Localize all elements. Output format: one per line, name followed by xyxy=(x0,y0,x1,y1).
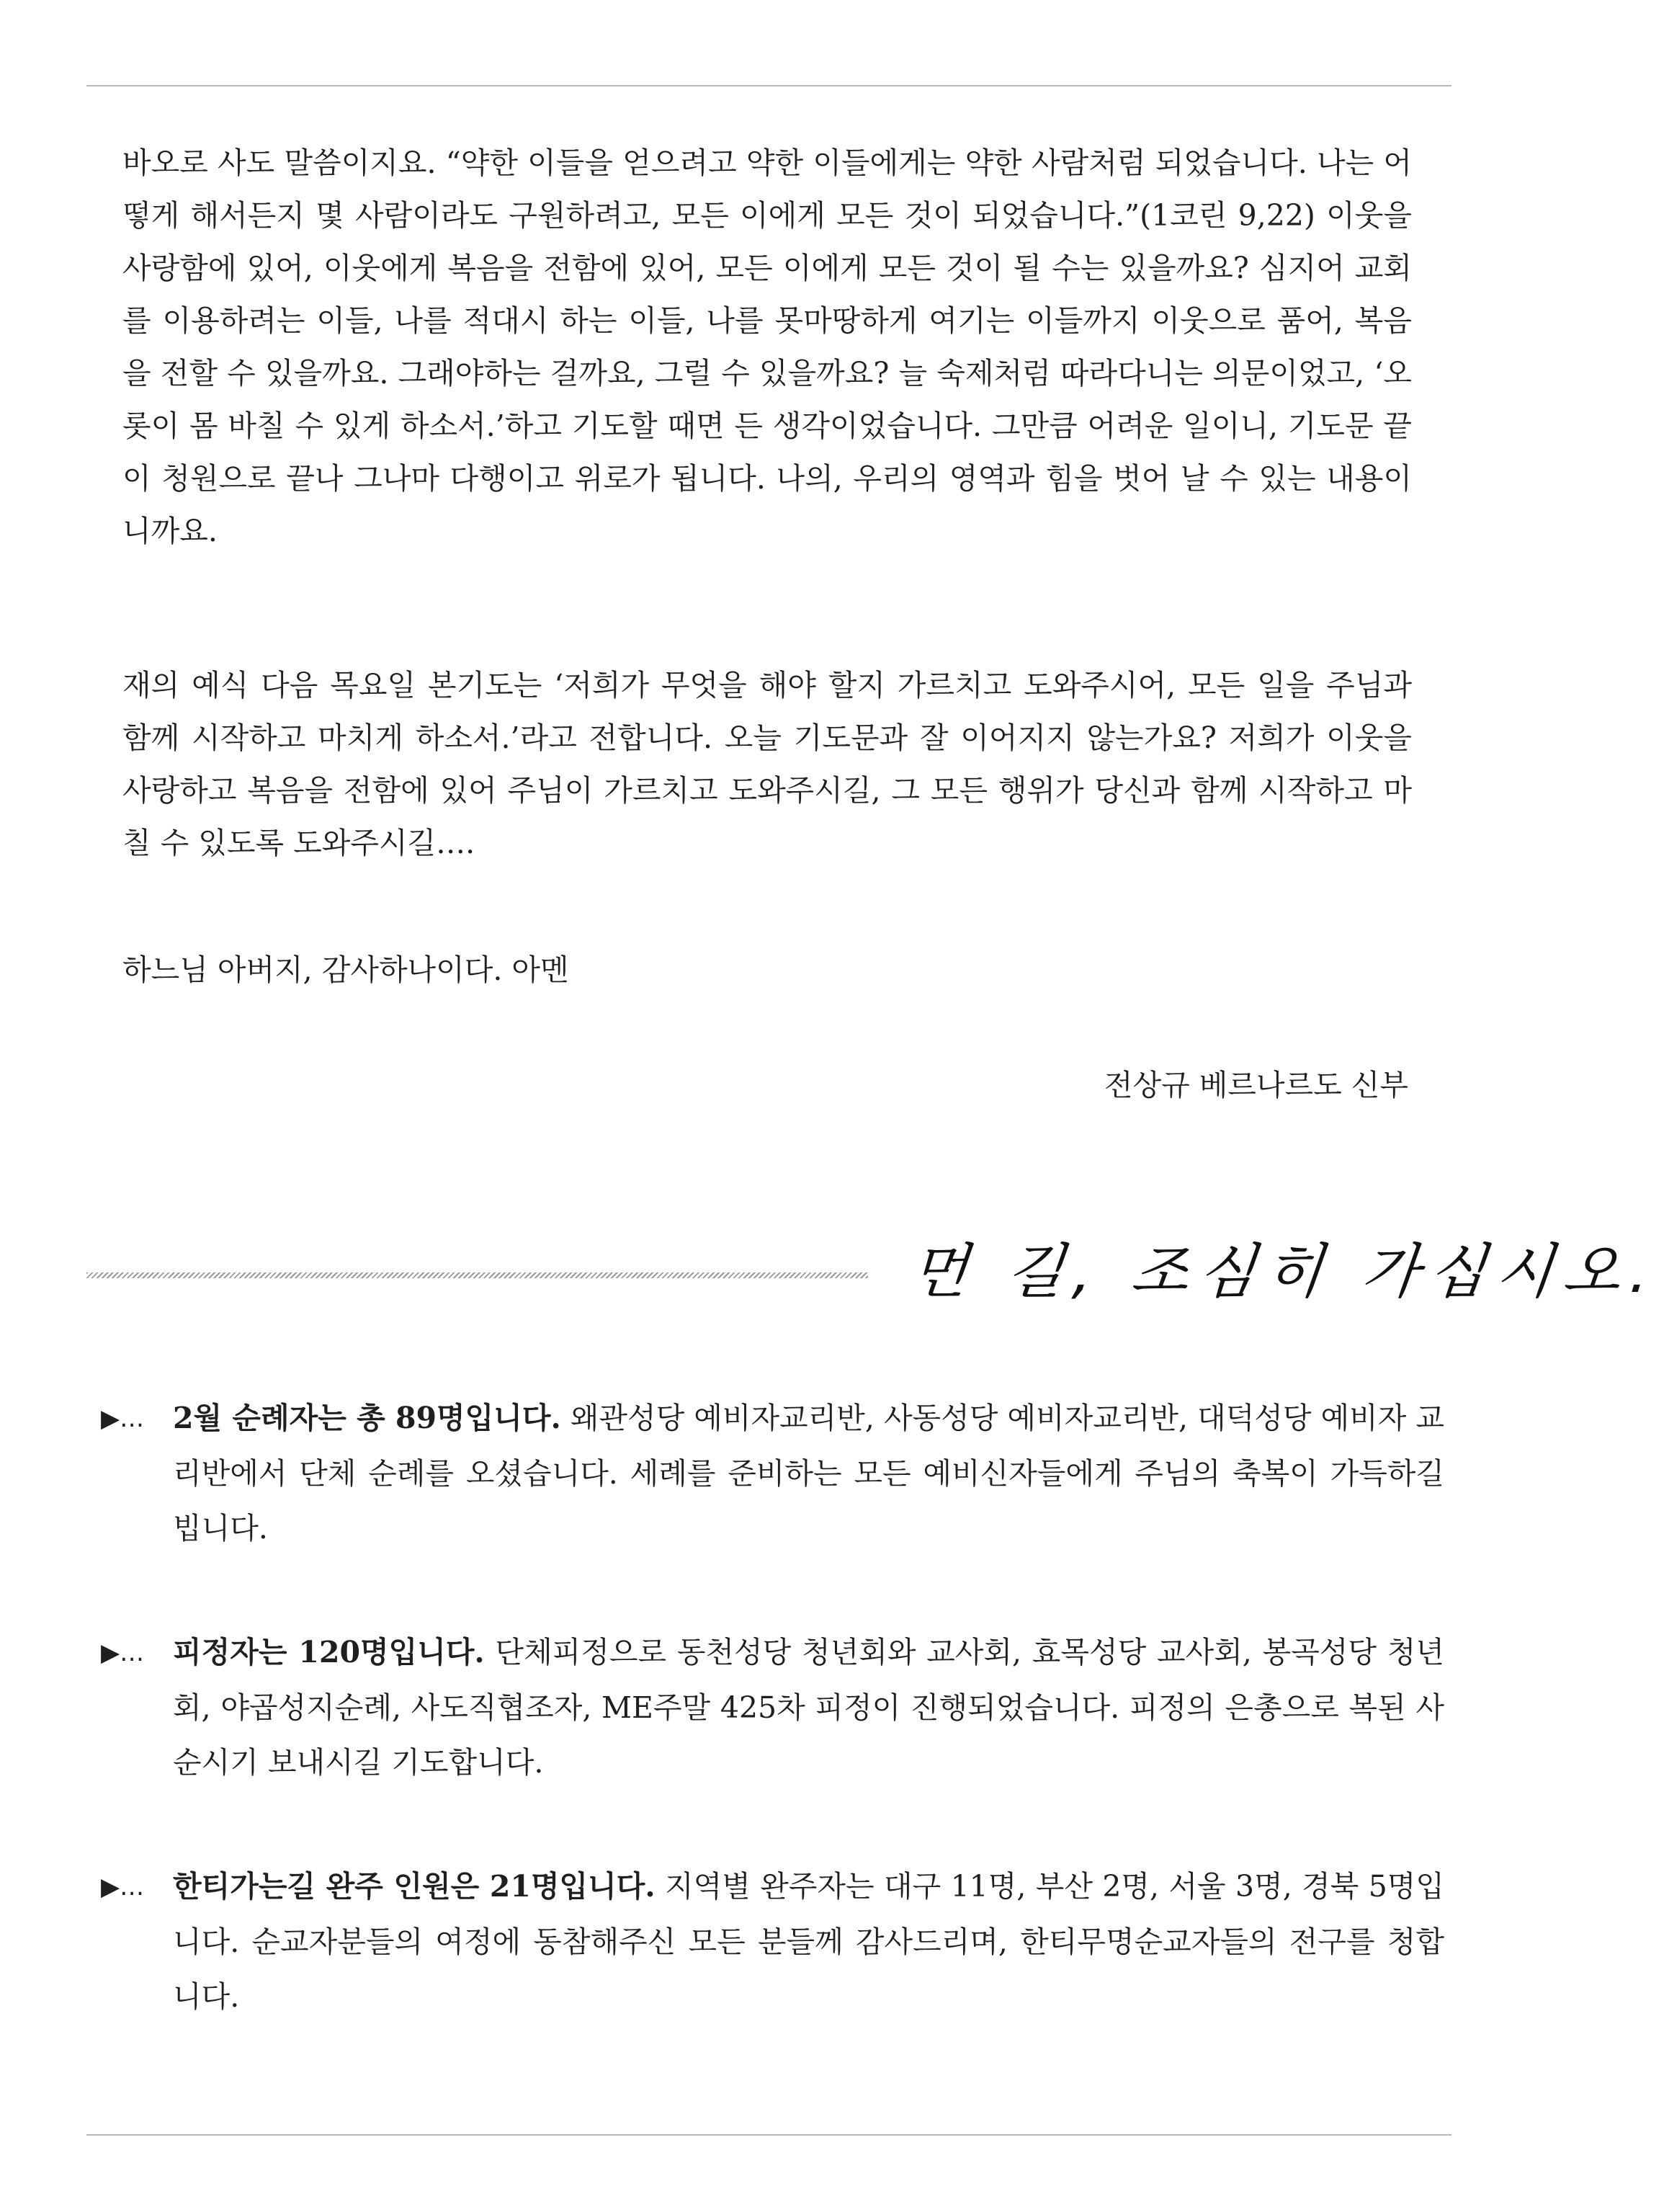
notice-headline: 피정자는 120명입니다. xyxy=(173,1635,485,1669)
section-divider xyxy=(86,1272,868,1278)
notice-item xyxy=(101,1391,1444,1556)
arrow-marker-icon: ▶… xyxy=(101,1404,145,1433)
notice-body: 단체피정으로 동천성당 청년회와 교사회, 효목성당 교사회, 봉곡성당 청년회, 야곱성지순례, 사도직협조자, ME주말 425차 피정이 진행되었습니다. 피정의 은총으로 복된 사순시기 보내시길 기도합니다. xyxy=(173,1635,1444,1780)
notice-body: 지역별 완주자는 대구 11명, 부산 2명, 서울 3명, 경북 5명입니다. 순교자분들의 여정에 동참해주신 모든 분들께 감사드리며, 한티무명순교자들의 전구를 청합니다. xyxy=(173,1869,1444,2014)
notice-headline: 한티가는길 완주 인원은 21명입니다. xyxy=(173,1869,656,1904)
arrow-marker-icon: ▶… xyxy=(101,1638,145,1667)
reflection-paragraph-1: 바오로 사도 말씀이지요. “약한 이들을 얻으려고 약한 이들에게는 약한 사람처럼 되었습니다. 나는 어떻게 해서든지 몇 사람이라도 구원하려고, 모든 이에게 모든 것이 되었습니다.”(1코린 9,22) 이웃을 사랑함에 있어, 이웃에게 복음을 전함에 있어, 모든 이에게 모든 것이 될 수는 있을까요? 심지어 교회를 이용하려는 이들, 나를 적대시 하는 이들, 나를 못마땅하게 여기는 이들까지 이웃으로 품어, 복음을 전할 수 있을까요. 그래야하는 걸까요, 그럴 수 있을까요? 늘 숙제처럼 따라다니는 의문이었고, ‘오롯이 몸 바칠 수 있게 하소서.’하고 기도할 때면 든 생각이었습니다. 그만큼 어려운 일이니, 기도문 끝이 청원으로 끝나 그나마 다행이고 위로가 됩니다. 나의, 우리의 영역과 힘을 벗어 날 수 있는 내용이니까요. xyxy=(122,146,1412,548)
author-signature: 전상규 베르나르도 신부 xyxy=(1104,1068,1408,1102)
arrow-marker-icon: ▶… xyxy=(101,1873,145,1901)
reflection-paragraph-3: 하느님 아버지, 감사하나이다. 아멘 xyxy=(122,953,569,987)
notice-item xyxy=(101,1625,1444,1790)
notice-item xyxy=(101,1859,1444,2024)
bottom-rule xyxy=(86,2134,1451,2136)
reflection-paragraph-2: 재의 예식 다음 목요일 본기도는 ‘저희가 무엇을 해야 할지 가르치고 도와주시어, 모든 일을 주님과 함께 시작하고 마치게 하소서.’라고 전합니다. 오늘 기도문과 잘 이어지지 않는가요? 저희가 이웃을 사랑하고 복음을 전함에 있어 주님이 가르치고 도와주시길, 그 모든 행위가 당신과 함께 시작하고 마칠 수 있도록 도와주시길…. xyxy=(122,668,1412,860)
section-title: 먼 길, 조심히 가십시오. xyxy=(907,1238,1663,1306)
notice-body: 왜관성당 예비자교리반, 사동성당 예비자교리반, 대덕성당 예비자 교리반에서 단체 순례를 오셨습니다. 세례를 준비하는 모든 예비신자들에게 주님의 축복이 가득하길 빕니다. xyxy=(173,1401,1445,1546)
top-rule xyxy=(86,85,1451,86)
notice-headline: 2월 순례자는 총 89명입니다. xyxy=(173,1401,561,1435)
